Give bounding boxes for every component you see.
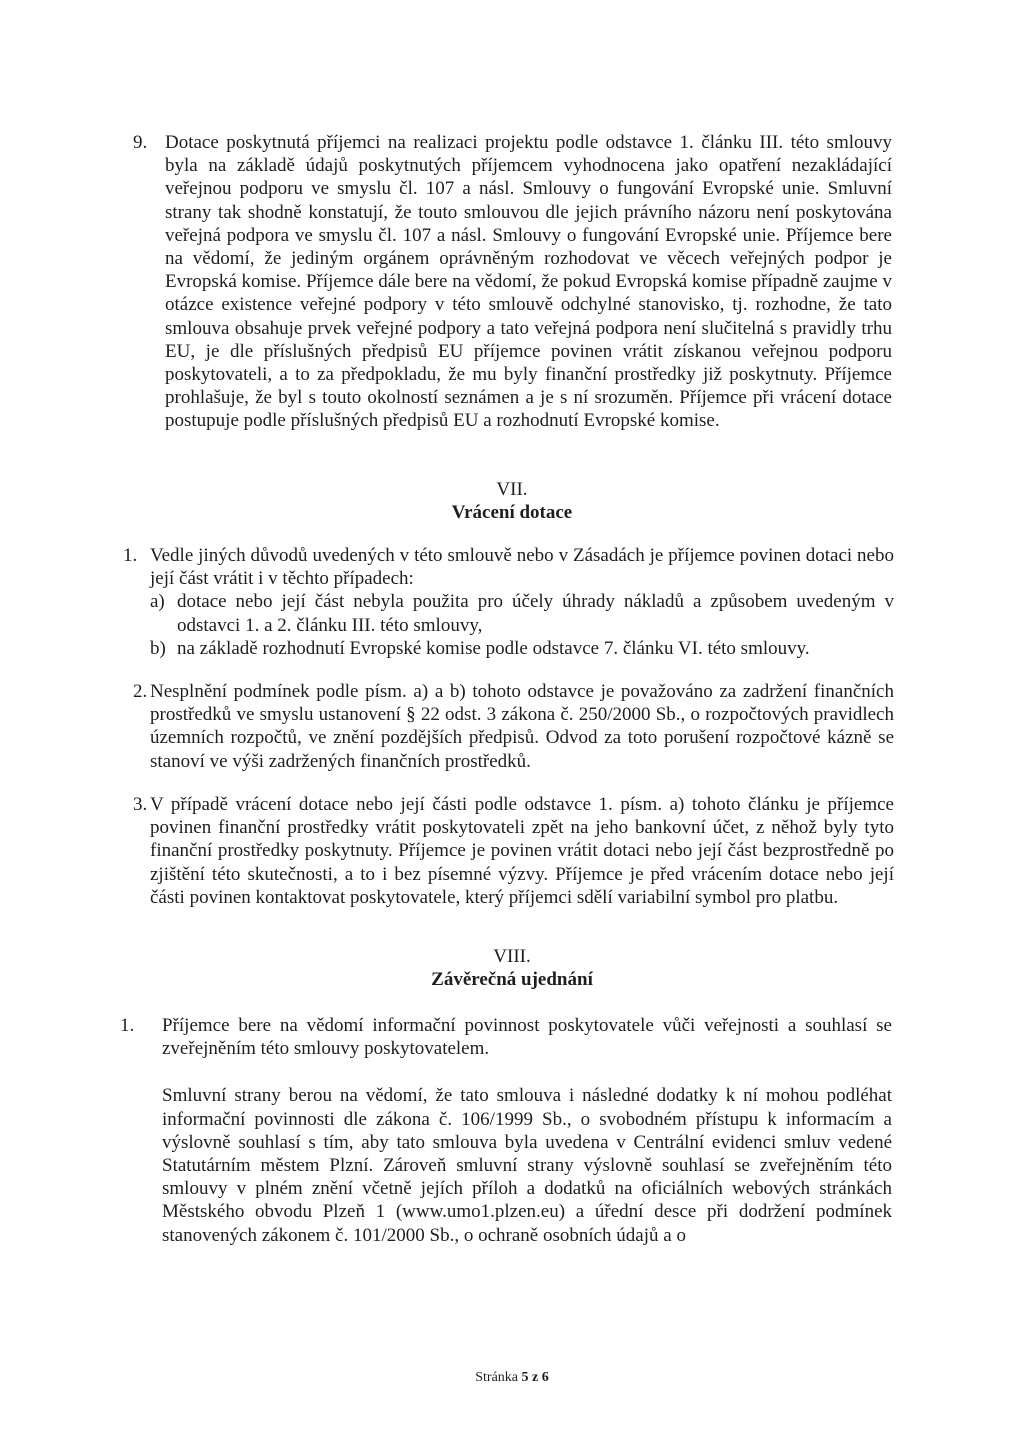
item-number: 1. [123,545,138,566]
item-text: Příjemce bere na vědomí informační povinnost poskytovatele vůči veřejnosti a souhlasí se zveřejněním této smlouvy poskytovatelem. [162,1015,892,1060]
article-number: VIII. [493,946,531,967]
item-text: V případě vrácení dotace nebo její části podle odstavce 1. písm. a) tohoto článku je příjemce povinen finanční prostředky vrátit poskytovateli zpět na jeho bankovní účet, z něhož byly tyto finanční prostředky poskytnuty. Příjemce je povinen vrátit dotaci nebo její část bezprostředně po zjištění této skutečnosti, a to i bez písemné výzvy. Příjemce je před vrácením dotace nebo její části povinen kontaktovat poskytovatele, který příjemci sdělí variabilní symbol pro platbu. [150,794,894,908]
item-number: 1. [120,1015,135,1036]
item-number: 2. [133,681,148,702]
page-footer [0,1370,1024,1386]
sub-item-label: a) [150,591,165,613]
article-title: Vrácení dotace [451,502,573,523]
article-8-item-1 [120,1014,892,1247]
sub-item-b [150,637,894,660]
sub-item-label: b) [150,637,166,659]
article-7-item-3 [133,793,894,909]
sub-item-text: na základě rozhodnutí Evropské komise podle odstavce 7. článku VI. této smlouvy. [177,637,810,659]
sub-item-text: dotace nebo její část nebyla použita pro účely úhrady nákladů a způsobem uvedeným v odstavci 1. a 2. článku III. této smlouvy, [177,591,894,636]
article-6-item-9 [133,131,892,433]
item-number: 9. [133,132,148,153]
item-text: Nesplnění podmínek podle písm. a) a b) tohoto odstavce je považováno za zadržení finančních prostředků ve smyslu ustanovení § 22 odst. 3 zákona č. 250/2000 Sb., o rozpočtových pravidlech územních rozpočtů, ve znění pozdějších předpisů. Odvod za toto porušení rozpočtové kázně se stanoví ve výši zadržených finančních prostředků. [150,681,894,772]
article-8-heading [0,945,1024,991]
item-text-continued: Smluvní strany berou na vědomí, že tato smlouva i následné dodatky k ní mohou podléhat informační povinnosti dle zákona č. 106/1999 Sb., o svobodném přístupu k informacím a výslovně souhlasí s tím, aby tato smlouva byla uvedena v Centrální evidenci smluv vedené Statutárním městem Plzní. Zároveň smluvní strany výslovně souhlasí se zveřejněním této smlouvy v plném znění včetně jejích příloh a dodatků na oficiálních webových stránkách Městského obvodu Plzeň 1 (www.umo1.plzen.eu) a úřední desce při dodržení podmínek stanovených zákonem č. 101/2000 Sb., o ochraně osobních údajů a o [162,1085,892,1246]
article-number: VII. [496,479,528,500]
item-text: Dotace poskytnutá příjemci na realizaci projektu podle odstavce 1. článku III. této smlouvy byla na základě údajů poskytnutých příjemcem vyhodnocena jako opatření nezakládající veřejnou podporu ve smyslu čl. 107 a násl. Smlouvy o fungování Evropské unie. Smluvní strany tak shodně konstatují, že touto smlouvou dle jejich právního názoru není poskytována veřejná podpora ve smyslu čl. 107 a násl. Smlouvy o fungování Evropské unie. Příjemce bere na vědomí, že jediným orgánem oprávněným rozhodovat ve věcech veřejných podpor je Evropská komise. Příjemce dále bere na vědomí, že pokud Evropská komise případně zaujme v otázce existence veřejné podpory v této smlouvě odchylné stanovisko, tj. rozhodne, že tato smlouva obsahuje prvek veřejné podpory a tato veřejná podpora není slučitelná s pravidly trhu EU, je dle příslušných předpisů EU příjemce povinen vrátit získanou veřejnou podporu poskytovateli, a to za předpokladu, že mu byly finanční prostředky již poskytnuty. Příjemce prohlašuje, že byl s touto okolností seznámen a je s ní srozuměn. Příjemce při vrácení dotace postupuje podle příslušných předpisů EU a rozhodnutí Evropské komise. [165,132,892,432]
page-number: 5 [521,1370,529,1385]
sub-item-a [150,590,894,636]
page-label: Stránka [475,1370,519,1385]
article-7-heading [0,478,1024,524]
item-number: 3. [133,794,148,815]
page-separator: z [532,1370,539,1385]
article-7-item-2 [133,680,894,773]
article-7-item-1 [123,544,894,660]
page-total: 6 [541,1370,549,1385]
article-title: Závěrečná ujednání [431,969,593,990]
item-intro: Vedle jiných důvodů uvedených v této smlouvě nebo v Zásadách je příjemce povinen dotaci nebo její část vrátit i v těchto případech: [150,545,894,590]
